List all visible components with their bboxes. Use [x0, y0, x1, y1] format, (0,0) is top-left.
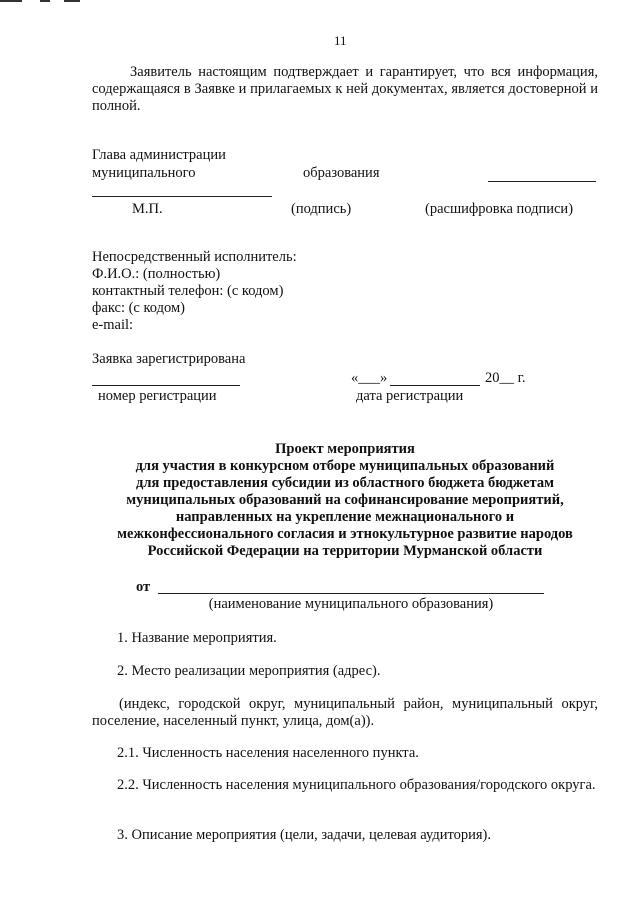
project-title-line: направленных на укрепление межнационального и: [175, 509, 515, 525]
executor-email: e-mail:: [92, 317, 134, 333]
scan-mark: [64, 0, 80, 2]
item-1: 1. Название мероприятия.: [117, 630, 277, 646]
project-title-line: Проект мероприятия: [275, 441, 415, 457]
item-2-1: 2.1. Численность населения населенного пункта.: [117, 745, 419, 761]
mp-line: [92, 196, 272, 197]
executor-phone: контактный телефон: (с кодом): [92, 283, 284, 299]
from-label: от: [136, 579, 151, 595]
item-2: 2. Место реализации мероприятия (адрес).: [117, 663, 381, 679]
page-number: 11: [334, 33, 347, 48]
decode-signature-line: [488, 181, 596, 182]
registration-title: Заявка зарегистрирована: [92, 351, 246, 367]
head-title-line2-right: образования: [303, 165, 380, 181]
item-2-2: 2.2. Численность населения муниципального образования/городского округа.: [117, 777, 596, 793]
municipality-name-caption: (наименование муниципального образования): [208, 596, 494, 612]
registration-number-line: [92, 385, 240, 386]
head-title-line1: Глава администрации: [92, 147, 226, 163]
mp-label: М.П.: [132, 201, 163, 217]
decode-label: (расшифровка подписи): [425, 201, 574, 217]
registration-year: 20__ г.: [485, 370, 526, 386]
registration-month-line: [390, 385, 480, 386]
project-title-line: для предоставления субсидии из областного бюджета бюджетам: [136, 475, 554, 491]
item-2-note: (индекс, городской округ, муниципальный район, муниципальный округ, поселение, населенный пункт, улица, дом(а)).: [92, 696, 598, 729]
head-title-line2: муниципального: [92, 165, 196, 181]
project-title-line: межконфессионального согласия и этнокультурное развитие народов: [117, 526, 573, 542]
registration-date-prefix: «___»: [351, 370, 388, 386]
project-title-line: муниципальных образований на софинансирование мероприятий,: [126, 492, 564, 508]
registration-date-caption: дата регистрации: [356, 388, 464, 404]
registration-number-caption: номер регистрации: [98, 388, 217, 404]
executor-title: Непосредственный исполнитель:: [92, 249, 297, 265]
executor-fax: факс: (с кодом): [92, 300, 185, 316]
project-title-line: для участия в конкурсном отборе муниципальных образований: [135, 458, 555, 474]
scan-mark: [0, 0, 22, 2]
item-3: 3. Описание мероприятия (цели, задачи, целевая аудитория).: [117, 827, 491, 843]
executor-fio: Ф.И.О.: (полностью): [92, 266, 221, 282]
confirm-paragraph: Заявитель настоящим подтверждает и гарантирует, что вся информация, содержащаяся в Заявке и прилагаемых к ней документах, является достоверной и полной.: [92, 64, 598, 114]
sign-label: (подпись): [291, 201, 352, 217]
scan-mark: [40, 0, 50, 2]
municipality-name-line: [158, 593, 544, 594]
project-title-line: Российской Федерации на территории Мурманской области: [147, 543, 543, 559]
